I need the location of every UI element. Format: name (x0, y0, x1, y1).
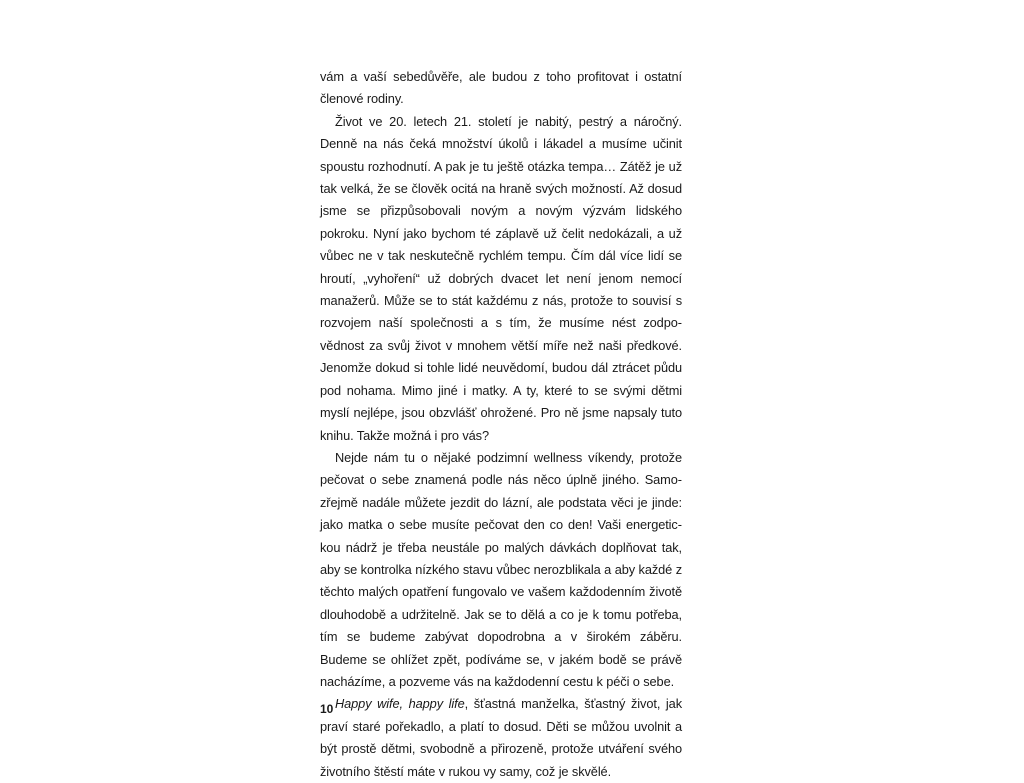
italic-phrase: Happy wife, happy life (335, 696, 465, 712)
page-number: 10 (320, 702, 334, 716)
paragraph-4-text: , šťastná manželka, šťastný život, jak praví staré pořekadlo, a platí to dosud. Děti se můžou uvolnit a být prostě dětmi, svobodně a přirozeně, protože utváření svého životního štěstí máte v rukou vy samy, což je skvělé. (320, 696, 682, 779)
paragraph-3: Nejde nám tu o nějaké podzimní wellness víkendy, protože pečovat o sebe znamená podle nás něco úplně jiného. Samozřejmě nadále můžete jezdit do lázní, ale podstata věci je jinde: jako matka o sebe musíte pečovat den co den! Vaši energetickou nádrž je třeba neustále po malých dávkách doplňovat tak, aby se kontrolka nízkého stavu vůbec nerozblikala a aby každé z těchto malých opatření fungovalo ve vašem každodenním životě dlouhodobě a udržitelně. Jak se to dělá a co je k tomu potřeba, tím se budeme zabývat dopodrobna a v širokém záběru. Budeme se ohlížet zpět, podíváme se, v jakém bodě se právě nacházíme, a pozveme vás na každodenní cestu k péči o sebe. (320, 449, 682, 689)
paragraph-4 (320, 693, 682, 783)
paragraph-1: vám a vaší sebedůvěře, ale budou z toho profitovat i ostatní členové rodiny. (320, 69, 682, 107)
paragraph-2: Život ve 20. letech 21. století je nabitý, pestrý a náročný. Denně na nás čeká množství úkolů i lákadel a musíme učinit spoustu rozhodnutí. A pak je tu ještě otázka tempa… Zátěž je už tak velká, že se člověk ocitá na hraně svých možností. Až dosud jsme se přizpůsobovali novým a novým výzvám lidského pokroku. Nyní jako bychom té záplavě už čelit nedokázali, a už vůbec ne v tak neskutečně rychlém tempu. Čím dál více lidí se hroutí, „vyhoření“ už dobrých dvacet let není jenom nemocí manažerů. Může se to stát každému z nás, protože to souvisí s rozvojem naší společnosti a s tím, že musíme nést zodpovědnost za svůj život v mnohem větší míře než naši předkové. Jenomže dokud si tohle lidé neuvědomí, budou dál ztrácet půdu pod nohama. Mimo jiné i matky. A ty, které to se svými dětmi myslí nejlépe, jsou obzvlášť ohrožené. Pro ně jsme napsaly tuto knihu. Takže možná i pro vás? (320, 113, 682, 443)
body-text (320, 66, 682, 783)
